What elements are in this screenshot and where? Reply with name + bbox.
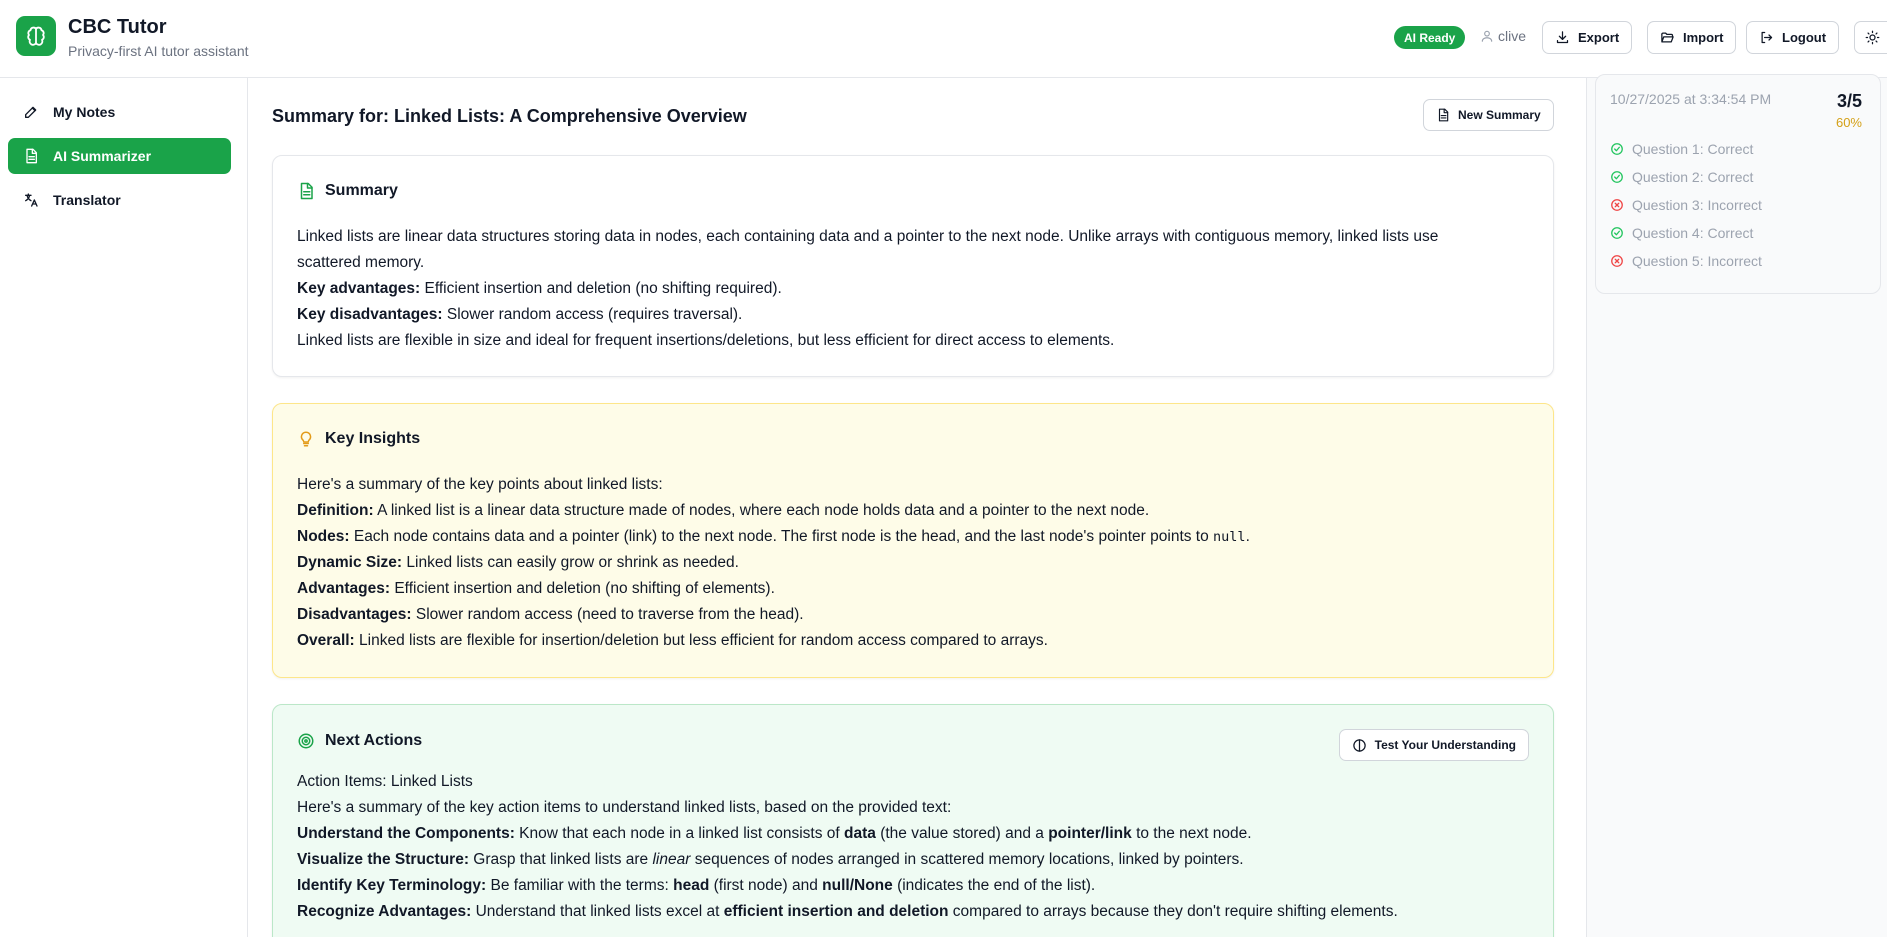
quiz-history-panel [1586,78,1887,937]
sidebar-item-my-notes[interactable] [8,94,231,130]
quiz-question-result: Question 3: Incorrect [1610,197,1762,213]
new-summary-label: New Summary [1458,108,1541,122]
next-actions-body [297,769,1529,925]
actions-intro: Here's a summary of the key action items to understand linked lists, based on the provided text: [297,799,952,816]
quiz-question-result: Question 1: Correct [1610,141,1753,157]
user-indicator [1480,28,1526,44]
translate-icon [23,192,39,208]
summary-line: Linked lists are flexible in size and ideal for frequent insertions/deletions, but less efficient for direct access to elements. [297,332,1115,349]
summary-body [297,224,1529,354]
next-actions-heading [297,732,422,750]
test-understanding-label: Test Your Understanding [1374,738,1516,752]
sun-icon [1865,30,1880,45]
check-circle-icon [1610,142,1624,156]
x-circle-icon [1610,254,1624,268]
lightbulb-icon [297,430,315,448]
download-icon [1555,30,1570,45]
page-title: Summary for: Linked Lists: A Comprehensive Overview [272,106,747,126]
insight-item: Dynamic Size: Linked lists can easily grow or shrink as needed. [297,554,739,571]
quiz-question-result: Question 4: Correct [1610,225,1753,241]
insight-item: Advantages: Efficient insertion and deletion (no shifting of elements). [297,580,775,597]
brain-icon [1352,738,1367,753]
main-content [249,78,1586,937]
sidebar-item-label: AI Summarizer [53,148,152,164]
sidebar-item-label: My Notes [53,104,116,120]
summary-heading [297,182,398,200]
export-label: Export [1578,30,1620,45]
import-button[interactable] [1647,21,1736,54]
key-insights-heading [297,430,420,448]
user-icon [1480,29,1494,43]
summary-line: Linked lists are linear data structures storing data in nodes, each containing data and a pointer to the next node. Unlike arrays with contiguous memory, linked lists use [297,228,1439,245]
theme-toggle-button[interactable] [1854,21,1887,54]
quiz-score: 3/5 [1836,91,1862,111]
document-icon [1436,108,1450,122]
summary-card [272,155,1554,377]
insight-item: Disadvantages: Slower random access (need to traverse from the head). [297,606,804,623]
summary-line: Key advantages: Efficient insertion and deletion (no shifting required). [297,280,782,297]
quiz-percent: 60% [1835,115,1862,130]
logout-icon [1759,30,1774,45]
new-summary-button[interactable] [1423,99,1554,131]
folder-open-icon [1660,30,1675,45]
summary-line: scattered memory. [297,254,425,271]
quiz-result-card[interactable] [1595,74,1881,294]
quiz-question-result: Question 2: Correct [1610,169,1753,185]
ai-status-badge: AI Ready [1394,26,1465,49]
quiz-question-result: Question 5: Incorrect [1610,253,1762,269]
app-title: CBC Tutor [68,16,167,38]
check-circle-icon [1610,226,1624,240]
action-item: Visualize the Structure: Grasp that linked lists are linear sequences of nodes arranged in scattered memory locations, linked by pointers. [297,851,1244,868]
target-icon [297,732,315,750]
insight-item: Overall: Linked lists are flexible for insertion/deletion but less efficient for random access compared to arrays. [297,632,1048,649]
app-header [0,0,1887,78]
brain-logo-icon [16,16,56,56]
pencil-icon [23,104,39,120]
logout-label: Logout [1782,30,1827,45]
action-item: Understand the Components: Know that each node in a linked list consists of data (the value stored) and a pointer/link to the next node. [297,825,1252,842]
sidebar [0,78,248,937]
sidebar-item-translator[interactable] [8,182,231,218]
summary-heading-text: Summary [325,182,398,199]
next-actions-heading-text: Next Actions [325,732,423,749]
next-actions-card [272,704,1554,937]
quiz-timestamp: 10/27/2025 at 3:34:54 PM [1610,91,1772,107]
action-item: Identify Key Terminology: Be familiar with the terms: head (first node) and null/None (indicates the end of the list). [297,877,1096,894]
check-circle-icon [1610,170,1624,184]
document-icon [297,182,315,200]
key-insights-card [272,403,1554,678]
export-button[interactable] [1542,21,1632,54]
document-icon [23,148,39,164]
insight-intro: Here's a summary of the key points about linked lists: [297,476,663,493]
key-insights-body [297,472,1529,654]
summary-line: Key disadvantages: Slower random access (requires traversal). [297,306,743,323]
sidebar-item-label: Translator [53,192,121,208]
key-insights-heading-text: Key Insights [325,430,421,447]
logout-button[interactable] [1746,21,1839,54]
x-circle-icon [1610,198,1624,212]
test-understanding-button[interactable] [1339,729,1529,761]
actions-title-line: Action Items: Linked Lists [297,773,473,790]
import-label: Import [1683,30,1724,45]
app-subtitle: Privacy-first AI tutor assistant [68,43,249,59]
username: clive [1498,28,1527,44]
insight-item: Definition: A linked list is a linear data structure made of nodes, where each node holds data and a pointer to the next node. [297,502,1150,519]
insight-item: Nodes: Each node contains data and a pointer (link) to the next node. The first node is the head, and the last node's pointer points to null. [297,528,1250,545]
action-item: Recognize Advantages: Understand that linked lists excel at efficient insertion and deletion compared to arrays because they don't require shifting elements. [297,903,1398,920]
sidebar-item-ai-summarizer[interactable] [8,138,231,174]
